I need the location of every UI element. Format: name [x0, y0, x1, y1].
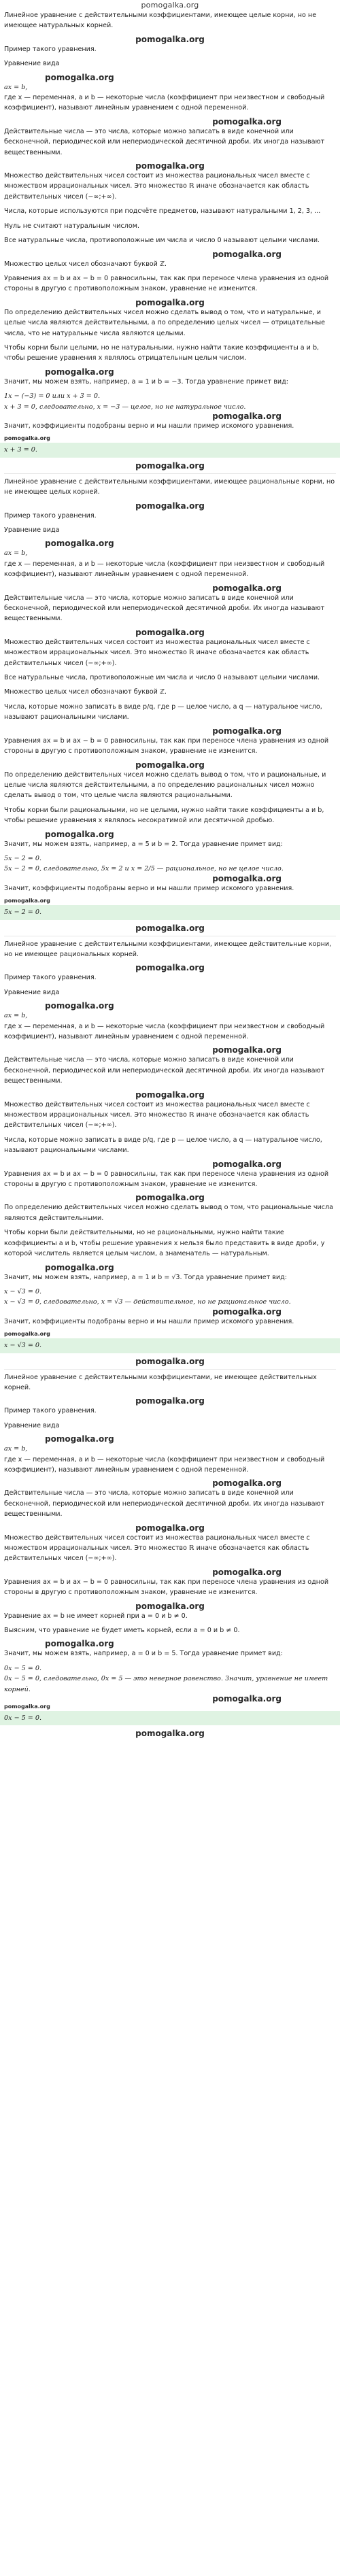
intro: Линейное уравнение с действительными коэффициентами, имеющее действительные корни, но не имеющее рациональных корней. — [4, 940, 332, 958]
watermark: pomogalka.org — [45, 1639, 114, 1649]
solve2: 0x − 5 = 0, следовательно, 0x = 5 — это неверное равенство. Значит, уравнение не имеет корней. — [4, 1675, 328, 1693]
coeff-line: Чтобы корни были рациональными, но не целыми, нужно найти такие коэффициенты a и b, чтобы решение уравнения x являлось несократимой или десятичной дробью. — [4, 806, 324, 825]
watermark: pomogalka.org — [135, 1396, 205, 1406]
integers-set: Множество целых чисел обозначают буквой ℤ. — [4, 260, 167, 268]
watermark: pomogalka.org — [45, 1434, 114, 1444]
solve1: 0x − 5 = 0. — [4, 1664, 42, 1672]
set-def: Множество действительных чисел состоит из множества рациональных чисел вместе с множеством иррациональных чисел. Это множество ℝ иначе обозначается как область действительных чисел (−∞;+∞). — [4, 638, 310, 667]
watermark: pomogalka.org — [135, 1523, 205, 1533]
coeff-line: Чтобы корни были целыми, но не натуральными, нужно найти такие коэффициенты a и b, чтобы решение уравнения x являлось отрицательным целым числом. — [4, 343, 320, 362]
choose: Значит, мы можем взять, например, a = 1 и b = −3. Тогда уравнение примет вид: — [4, 377, 288, 386]
watermark: pomogalka.org — [212, 116, 282, 126]
watermark: pomogalka.org — [135, 460, 205, 471]
watermark: pomogalka.org — [45, 829, 114, 839]
watermark: pomogalka.org — [135, 760, 205, 770]
solve1: 1x − (−3) = 0 или x + 3 = 0. — [4, 392, 101, 401]
where-text: где x — переменная, a и b — некоторые числа (коэффициент при неизвестном и свободный коэффициент), называют линейным уравнением с одной переменной. — [4, 1455, 325, 1474]
site-logo[interactable]: pomogalka.org — [141, 1, 199, 10]
watermark: pomogalka.org — [4, 1331, 50, 1338]
equivalent: Уравнения ax = b и ax − b = 0 равносильны, так как при переносе члена уравнения из одной стороны в другую с противоположным знаком, уравнение не изменится. — [4, 736, 329, 756]
watermark: pomogalka.org — [4, 435, 50, 442]
watermark: pomogalka.org — [135, 1601, 205, 1611]
example-label: Пример такого уравнения. — [4, 511, 97, 520]
watermark: pomogalka.org — [212, 411, 282, 421]
choose: Значит, мы можем взять, например, a = 5 и b = 2. Тогда уравнение примет вид: — [4, 840, 283, 848]
watermark: pomogalka.org — [212, 1694, 282, 1704]
watermark: pomogalka.org — [135, 1089, 205, 1100]
watermark: pomogalka.org — [135, 161, 205, 171]
equivalent: Уравнения ax = b и ax − b = 0 равносильны, так как при переносе члена уравнения из одной стороны в другую с противоположным знаком, уравнение не изменится. — [4, 1578, 329, 1597]
integers-def: Числа, которые можно записать в виде p/q, где p — целое число, а q — натуральное число, называют рациональными числами. — [4, 702, 322, 722]
example-label: Пример такого уравнения. — [4, 1407, 97, 1415]
watermark: pomogalka.org — [4, 1704, 50, 1710]
watermark: pomogalka.org — [212, 1159, 282, 1169]
watermark: pomogalka.org — [45, 1001, 114, 1011]
page — [0, 1, 340, 1741]
solution-section — [4, 10, 336, 474]
where-text: где x — переменная, a и b — некоторые числа (коэффициент при неизвестном и свободный коэффициент), называют линейным уравнением с одной переменной. — [4, 1022, 325, 1040]
watermark: pomogalka.org — [135, 1729, 205, 1739]
watermark: pomogalka.org — [212, 249, 282, 259]
choose: Значит, мы можем взять, например, a = 1 и b = √3. Тогда уравнение примет вид: — [4, 1273, 288, 1281]
real-def: Действительные числа — это числа, которые можно записать в виде конечной или бесконечной, периодической или непериодической десятичной дроби. Их иногда называют вещественными. — [4, 1056, 325, 1085]
watermark: pomogalka.org — [135, 627, 205, 637]
solution-section — [4, 1372, 336, 1742]
naturals-def: Числа, которые используются при подсчёте предметов, называют натуральными 1, 2, 3, ... — [4, 207, 321, 216]
solve1: x − √3 = 0. — [4, 1287, 42, 1295]
solve2: x − √3 = 0, следовательно, x = √3 — действительное, но не рациональное число. — [4, 1298, 291, 1306]
watermark: pomogalka.org — [45, 539, 114, 549]
naturals-def: Все натуральные числа, противоположные им числа и число 0 называют целыми числами. — [4, 674, 320, 682]
answer-box: 5x − 2 = 0. — [0, 905, 340, 919]
form-label: Уравнение вида — [4, 1421, 60, 1429]
solve2: x + 3 = 0, следовательно, x = −3 — целое, но не натуральное число. — [4, 403, 246, 411]
example-label: Пример такого уравнения. — [4, 45, 97, 53]
solve1: 5x − 2 = 0. — [4, 854, 42, 862]
watermark: pomogalka.org — [212, 583, 282, 593]
task-cond: Уравнение ax = b не имеет корней при a = 0 и b ≠ 0. — [4, 1612, 188, 1620]
watermark: pomogalka.org — [212, 726, 282, 736]
watermark: pomogalka.org — [212, 1478, 282, 1489]
result: Значит, коэффициенты подобраны верно и мы нашли пример искомого уравнения. — [4, 422, 294, 430]
watermark: pomogalka.org — [135, 1356, 205, 1366]
coeff-line: Чтобы корни были действительными, но не рациональными, нужно найти такие коэффициенты a и b, чтобы решение уравнения x нельзя было представить в виде дроби, у которой числитель является целым числом, а знаменатель — натуральным. — [4, 1229, 325, 1258]
form-label: Уравнение вида — [4, 526, 60, 534]
watermark: pomogalka.org — [45, 72, 114, 82]
real-def: Действительные числа — это числа, которые можно записать в виде конечной или бесконечной, периодической или непериодической десятичной дроби. Их иногда называют вещественными. — [4, 594, 325, 623]
watermark: pomogalka.org — [45, 1262, 114, 1272]
watermark: pomogalka.org — [212, 873, 282, 883]
set-def: Множество действительных чисел состоит из множества рациональных чисел вместе с множеством иррациональных чисел. Это множество ℝ иначе обозначается как область действительных чисел (−∞;+∞). — [4, 1100, 310, 1130]
result: Значит, коэффициенты подобраны верно и мы нашли пример искомого уравнения. — [4, 1317, 294, 1325]
watermark: pomogalka.org — [4, 898, 50, 904]
integers-def: Все натуральные числа, противоположные им числа и число 0 называют целыми числами. — [4, 237, 320, 245]
watermark: pomogalka.org — [45, 367, 114, 377]
form-label: Уравнение вида — [4, 988, 60, 996]
content — [4, 10, 336, 1741]
where-text: где x — переменная, a и b — некоторые числа (коэффициент при неизвестном и свободный коэффициент), называют линейным уравнением с одной переменной. — [4, 94, 325, 112]
answer-box: x + 3 = 0. — [0, 443, 340, 457]
answer-box: 0x − 5 = 0. — [0, 1711, 340, 1725]
solution-section — [4, 939, 336, 1370]
intro: Линейное уравнение с действительными коэффициентами, не имеющее действительных корней. — [4, 1373, 317, 1391]
equivalent: Уравнения ax = b и ax − b = 0 равносильны, так как при переносе члена уравнения из одной стороны в другую с противоположным знаком, уравнение не изменится. — [4, 1170, 329, 1189]
form-eq: ax = b, — [4, 1445, 28, 1453]
solve2: 5x − 2 = 0, следовательно, 5x = 2 и x = 2/5 — рациональное, но не целое число. — [4, 865, 284, 873]
task-cond: По определению действительных чисел можно сделать вывод о том, что и рациональные, и целые числа являются действительными, а по определению рациональных чисел можно сделать вывод о том, что целые числа являются рациональными. — [4, 770, 326, 800]
set-def: Множество действительных чисел состоит из множества рациональных чисел вместе с множеством иррациональных чисел. Это множество ℝ иначе обозначается как область действительных чисел (−∞;+∞). — [4, 172, 310, 201]
intro: Линейное уравнение с действительными коэффициентами, имеющее целые корни, но не имеющее натуральных корней. — [4, 12, 317, 30]
example-label: Пример такого уравнения. — [4, 974, 97, 982]
watermark: pomogalka.org — [135, 34, 205, 44]
form-eq: ax = b, — [4, 1012, 28, 1020]
intro: Линейное уравнение с действительными коэффициентами, имеющее рациональные корни, но не имеющее целых корней. — [4, 477, 335, 496]
watermark: pomogalka.org — [135, 923, 205, 933]
watermark: pomogalka.org — [212, 1567, 282, 1577]
zero-note: Множество целых чисел обозначают буквой ℤ. — [4, 688, 167, 696]
solution-section — [4, 477, 336, 936]
where-text: где x — переменная, a и b — некоторые числа (коэффициент при неизвестном и свободный коэффициент), называют линейным уравнением с одной переменной. — [4, 560, 325, 579]
coeff-line: Выясним, что уравнение не будет иметь корней, если a = 0 и b ≠ 0. — [4, 1627, 240, 1635]
equivalent: Уравнения ax = b и ax − b = 0 равносильны, так как при переносе члена уравнения из одной стороны в другую с противоположным знаком, уравнение не изменится. — [4, 274, 329, 293]
watermark: pomogalka.org — [212, 1045, 282, 1055]
set-def: Множество действительных чисел состоит из множества рациональных чисел вместе с множеством иррациональных чисел. Это множество ℝ иначе обозначается как область действительных чисел (−∞;+∞). — [4, 1533, 310, 1563]
real-def: Действительные числа — это числа, которые можно записать в виде конечной или бесконечной, периодической или непериодической десятичной дроби. Их иногда называют вещественными. — [4, 127, 325, 156]
answer-box: x − √3 = 0. — [0, 1338, 340, 1353]
watermark: pomogalka.org — [212, 1306, 282, 1317]
watermark: pomogalka.org — [135, 297, 205, 307]
zero-note: Нуль не считают натуральным числом. — [4, 222, 140, 230]
real-def: Действительные числа — это числа, которые можно записать в виде конечной или бесконечной, периодической или непериодической десятичной дроби. Их иногда называют вещественными. — [4, 1489, 325, 1519]
watermark: pomogalka.org — [135, 1193, 205, 1203]
form-eq: ax = b, — [4, 83, 28, 91]
result: Значит, коэффициенты подобраны верно и мы нашли пример искомого уравнения. — [4, 884, 294, 892]
task-cond: По определению действительных чисел можно сделать вывод о том, что и натуральные, и целые числа являются действительными, а по определению целых чисел — отрицательные числа, что не натуральные числа являются целыми. — [4, 308, 326, 337]
form-eq: ax = b, — [4, 549, 28, 558]
watermark: pomogalka.org — [135, 501, 205, 511]
form-label: Уравнение вида — [4, 60, 60, 68]
naturals-def: Числа, которые можно записать в виде p/q, где p — целое число, а q — натуральное число, называют рациональными числами. — [4, 1136, 322, 1155]
task-cond: По определению действительных чисел можно сделать вывод о том, что рациональные числа являются действительными. — [4, 1204, 334, 1222]
choose: Значит, мы можем взять, например, a = 0 и b = 5. Тогда уравнение примет вид: — [4, 1650, 283, 1658]
watermark: pomogalka.org — [135, 963, 205, 973]
